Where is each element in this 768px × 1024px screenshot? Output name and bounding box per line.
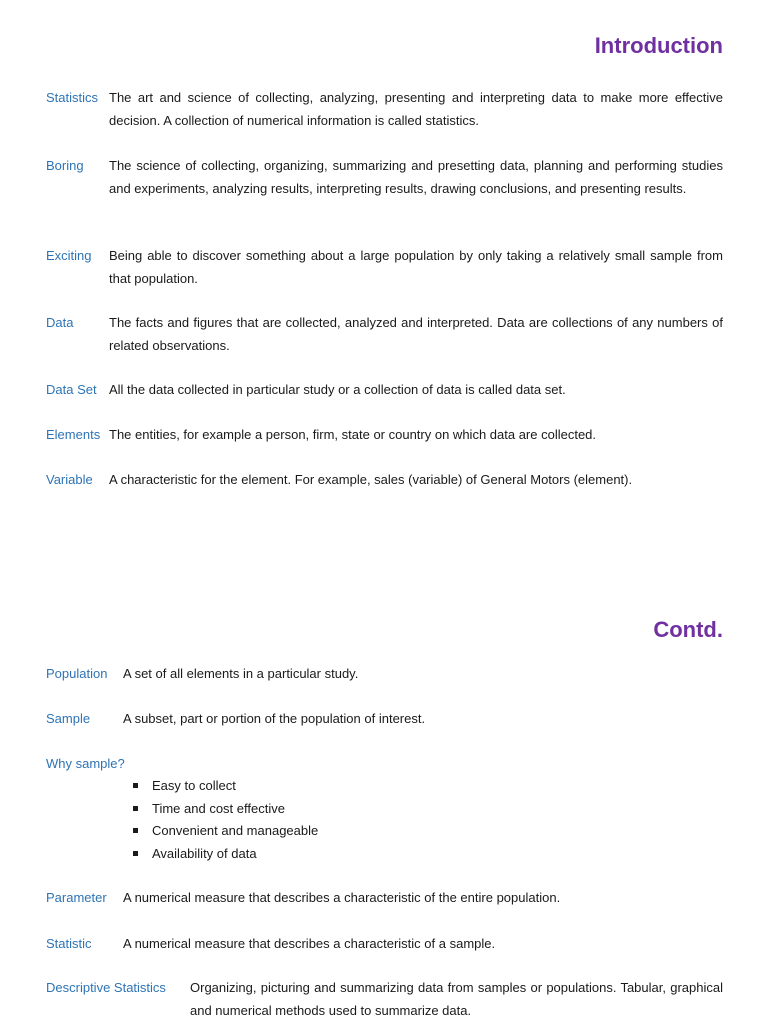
term-why-sample: Why sample? xyxy=(46,756,125,771)
bullet-item xyxy=(132,798,318,821)
term-data: Data xyxy=(46,315,74,330)
description-variable: A characteristic for the element. For example, sales (variable) of General Motors (element). xyxy=(109,472,633,487)
description-exciting: Being able to discover something about a large population by only taking a relatively small sample from that population. xyxy=(109,248,723,286)
definition-elements xyxy=(46,424,723,447)
term-data-set: Data Set xyxy=(46,382,97,397)
definition-descriptive-statistics xyxy=(46,977,723,1022)
bullet-item xyxy=(132,775,318,798)
definition-population xyxy=(46,663,723,686)
definition-data xyxy=(46,312,723,357)
term-exciting: Exciting xyxy=(46,248,92,263)
bullet-square-icon xyxy=(133,783,138,788)
definition-exciting xyxy=(46,245,723,290)
section-heading-introduction: Introduction xyxy=(594,33,723,58)
term-population: Population xyxy=(46,666,108,681)
bullet-item xyxy=(132,843,318,866)
description-statistic: A numerical measure that describes a characteristic of a sample. xyxy=(123,936,496,951)
description-parameter: A numerical measure that describes a characteristic of the entire population. xyxy=(123,890,561,905)
definition-boring xyxy=(46,155,723,200)
description-sample: A subset, part or portion of the population of interest. xyxy=(123,711,426,726)
section-heading-contd: Contd. xyxy=(653,617,723,642)
term-parameter: Parameter xyxy=(46,890,107,905)
bullet-square-icon xyxy=(133,806,138,811)
description-population: A set of all elements in a particular study. xyxy=(123,666,359,681)
description-data-set: All the data collected in particular study or a collection of data is called data set. xyxy=(109,382,566,397)
bullet-text: Easy to collect xyxy=(152,778,236,793)
description-data: The facts and figures that are collected, analyzed and interpreted. Data are collections of any numbers of related observations. xyxy=(109,315,723,353)
term-elements: Elements xyxy=(46,427,101,442)
term-descriptive-statistics: Descriptive Statistics xyxy=(46,980,166,995)
bullet-item xyxy=(132,820,318,843)
bullet-text: Availability of data xyxy=(152,845,257,861)
description-statistics: The art and science of collecting, analyzing, presenting and interpreting data to make more effective decision. A collection of numerical information is called statistics. xyxy=(109,90,723,128)
definition-data-set xyxy=(46,379,723,402)
term-statistic: Statistic xyxy=(46,936,92,951)
definition-variable xyxy=(46,469,723,492)
term-variable: Variable xyxy=(46,472,93,487)
term-sample: Sample xyxy=(46,711,91,726)
term-statistics: Statistics xyxy=(46,90,99,105)
why-sample-bullet-list xyxy=(132,775,318,865)
description-descriptive-statistics: Organizing, picturing and summarizing data from samples or populations. Tabular, graphical and numerical methods used to summarize data. xyxy=(190,980,723,1018)
bullet-text: Convenient and manageable xyxy=(152,823,319,838)
definition-parameter xyxy=(46,887,723,910)
bullet-square-icon xyxy=(133,828,138,833)
definition-statistic xyxy=(46,933,723,956)
term-boring: Boring xyxy=(46,158,84,173)
definition-statistics xyxy=(46,87,723,132)
description-elements: The entities, for example a person, firm, state or country on which data are collected. xyxy=(109,427,597,442)
bullet-text: Time and cost effective xyxy=(152,800,285,816)
description-boring: The science of collecting, organizing, summarizing and presetting data, planning and performing studies and experiments, analyzing results, interpreting results, drawing conclusions, and presenting results. xyxy=(109,158,723,196)
bullet-square-icon xyxy=(133,851,138,856)
definition-sample xyxy=(46,708,723,731)
